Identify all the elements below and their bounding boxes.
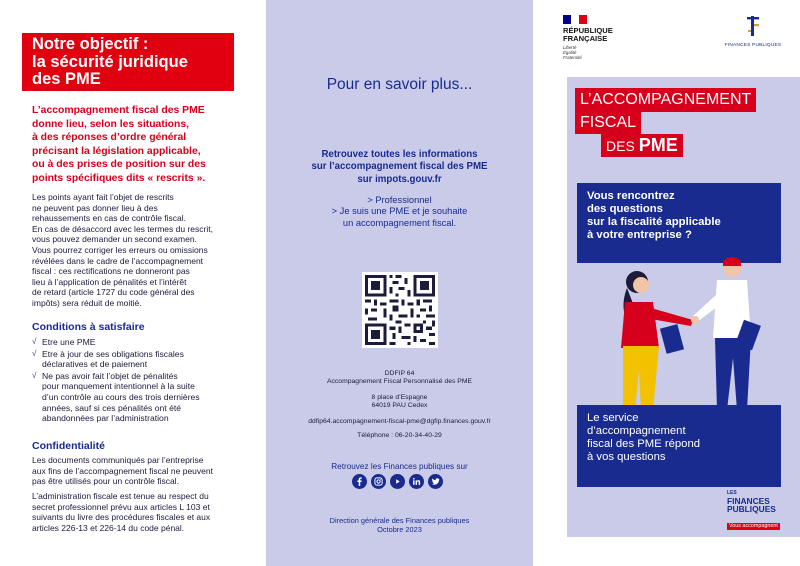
woman-face (633, 277, 649, 293)
footer-line: Octobre 2023 (377, 525, 422, 534)
info-line: Retrouvez toutes les informations (321, 149, 478, 160)
objective-box (22, 33, 234, 91)
condition-line: déclaratives et de paiement (42, 359, 148, 370)
question-line: Vous rencontrez (587, 190, 675, 202)
contact-email[interactable]: ddfip64.accompagnement-fiscal-pme@dgfip.finances.gouv.fr (308, 418, 491, 425)
question-line: des questions (587, 202, 663, 215)
paragraph-line: rehaussements en cas de contrôle fiscal. (32, 213, 187, 224)
man-hair (723, 257, 741, 266)
check-icon: √ (32, 337, 37, 346)
finances-publiques-logo (713, 15, 793, 48)
question-line: sur la fiscalité applicable (587, 215, 721, 228)
footer-line: Direction générale des Finances publiques (329, 516, 470, 525)
small-logo-tagline: Vous accompagnent (729, 522, 778, 529)
question-line: à votre entreprise ? (587, 228, 692, 241)
service-line: d’accompagnement (587, 425, 686, 437)
motto-line: Fraternité (563, 55, 582, 60)
finances-emblem-icon (745, 15, 761, 37)
intro-line: à des réponses d’ordre général (32, 132, 187, 144)
condition-line: Ne pas avoir fait l’objet de pénalités (42, 370, 178, 381)
qr-code[interactable] (362, 272, 438, 348)
list-item (32, 337, 247, 348)
rescrit-paragraph (32, 192, 247, 309)
republic-name-line: RÉPUBLIQUE (563, 26, 613, 35)
check-icon: √ (32, 348, 37, 358)
intro-line: L’accompagnement fiscal des PME (32, 105, 205, 116)
intro-line: donne lieu, selon les situations, (32, 118, 190, 130)
more-info-text (266, 149, 533, 186)
paragraph-line: de retard (article 1727 du code général des (32, 287, 195, 298)
paragraph-line: lieu à l’application de pénalités et l’intérêt (32, 276, 187, 287)
paragraph-line: Les documents communiqués par l’entreprise (32, 455, 204, 465)
service-box (577, 405, 781, 487)
paragraph-line: fiscal : ces rectifications ne donneront pas (32, 266, 190, 277)
intro-text (32, 104, 242, 186)
paragraph-line: aux fins de l’accompagnement fiscal ne peuvent (32, 465, 213, 476)
objective-title-line: des PME (32, 70, 101, 88)
service-line: à vos questions (587, 451, 666, 463)
contact-line: 8 place d’Espagne (371, 394, 428, 401)
nav-path-line: > Professionnel (367, 195, 432, 205)
objective-title-line: la sécurité juridique (32, 52, 188, 71)
finances-publiques-small-logo (727, 491, 795, 527)
motto-line: Égalité (563, 50, 577, 55)
handshake-illustration (567, 250, 800, 410)
cover-title-line-3 (601, 134, 683, 157)
paragraph-line: Vous pourrez corriger les erreurs ou omissions (32, 244, 208, 255)
paragraph-line: pas être utilisés pour un contrôle fiscal. (32, 476, 179, 487)
contact-address (266, 394, 533, 410)
contact-line: 64019 PAU Cedex (371, 402, 428, 410)
confidentiality-paragraph-1 (32, 455, 247, 487)
contact-line: DDFIP 64 (384, 370, 415, 377)
twitter-icon[interactable] (428, 474, 443, 489)
left-panel (0, 0, 266, 566)
woman-arm (651, 308, 693, 326)
condition-line: abandonnées par l’administration (42, 413, 169, 424)
follow-text: Retrouvez les Finances publiques sur (331, 462, 468, 471)
paragraph-line: ne peuvent pas donner lieu à des (32, 202, 158, 213)
check-icon: √ (32, 370, 37, 380)
facebook-icon[interactable] (352, 474, 367, 489)
handshake-hands (691, 316, 699, 324)
linkedin-icon[interactable] (409, 474, 424, 489)
intro-line: précisant la législation applicable, (32, 145, 201, 157)
intro-line: points spécifiques dits « rescrits ». (32, 172, 206, 184)
paragraph-line: articles 226-13 et 226-14 du code pénal. (32, 522, 185, 533)
woman-folder (660, 324, 684, 354)
service-line: fiscal des PME répond (587, 438, 701, 450)
condition-line: pour manquement intentionnel à la suite (42, 381, 195, 392)
confidentiality-heading: Confidentialité (32, 440, 105, 452)
cover-panel (533, 0, 800, 566)
contact-phone: Téléphone : 06-20-34-40-29 (357, 432, 442, 439)
small-logo-name: FINANCES PUBLIQUES (727, 495, 776, 515)
cover-title-line-2: FISCAL (575, 112, 641, 134)
service-line: Le service (587, 412, 639, 424)
conditions-heading: Conditions à satisfaire (32, 321, 145, 333)
motto-line: Liberté (563, 45, 577, 50)
condition-line: Etre à jour de ses obligations fiscales (42, 348, 184, 359)
list-item (32, 371, 247, 424)
more-info-title: Pour en savoir plus... (326, 76, 473, 93)
republic-name-line: FRANÇAISE (563, 34, 608, 44)
confidentiality-paragraph-2 (32, 491, 247, 533)
nav-path-line: > Je suis une PME et je souhaite (331, 206, 468, 217)
navigation-path (266, 195, 533, 229)
finances-logo-text: FINANCES PUBLIQUES (724, 43, 782, 48)
condition-line: d’un contrôle au cours des trois dernières (42, 391, 200, 402)
intro-line: ou à des prises de position sur des (32, 159, 206, 171)
middle-panel (266, 0, 533, 566)
conditions-list (32, 337, 247, 425)
contact-line: Accompagnement Fiscal Personnalisé des PME (326, 378, 473, 386)
nav-path-line: un accompagnement fiscal. (342, 217, 457, 228)
info-line: sur l’accompagnement fiscal des PME (311, 161, 488, 173)
info-line: sur impots.gouv.fr (357, 173, 442, 185)
list-item (32, 349, 247, 370)
youtube-icon[interactable] (390, 474, 405, 489)
man-trousers (715, 338, 751, 410)
cover-title-pme: PME (638, 135, 678, 155)
marianne-logo (563, 15, 587, 24)
condition-line: Etre une PME (42, 337, 96, 347)
small-logo-les: LES (727, 490, 737, 496)
paragraph-line: vous pouvez demander un second examen. (32, 234, 197, 245)
publication-footer (266, 516, 533, 534)
republic-motto (563, 45, 582, 60)
woman-trousers (623, 346, 659, 410)
paragraph-line: Les points ayant fait l’objet de rescrits (32, 192, 174, 202)
paragraph-line: suivants du livre des procédures fiscales et aux (32, 512, 211, 523)
paragraph-line: impôts) sera réduit de moitié. (32, 297, 142, 308)
contact-org (266, 370, 533, 386)
cover-title-line-1: L’ACCOMPAGNEMENT (575, 88, 756, 112)
cover-title-des: DES (606, 138, 635, 154)
paragraph-line: révélées dans le cadre de l’accompagnement (32, 255, 204, 266)
paragraph-line: L’administration fiscale est tenue au respect du (32, 491, 209, 501)
instagram-icon[interactable] (371, 474, 386, 489)
objective-title-line: Notre objectif : (32, 35, 149, 53)
republic-name (563, 27, 613, 43)
paragraph-line: secret professionnel prévu aux articles L 103 et (32, 501, 210, 512)
social-links (352, 474, 443, 489)
condition-line: années, sauf si ces pénalités ont été (42, 402, 182, 413)
paragraph-line: En cas de désaccord avec les termes du rescrit, (32, 223, 213, 234)
